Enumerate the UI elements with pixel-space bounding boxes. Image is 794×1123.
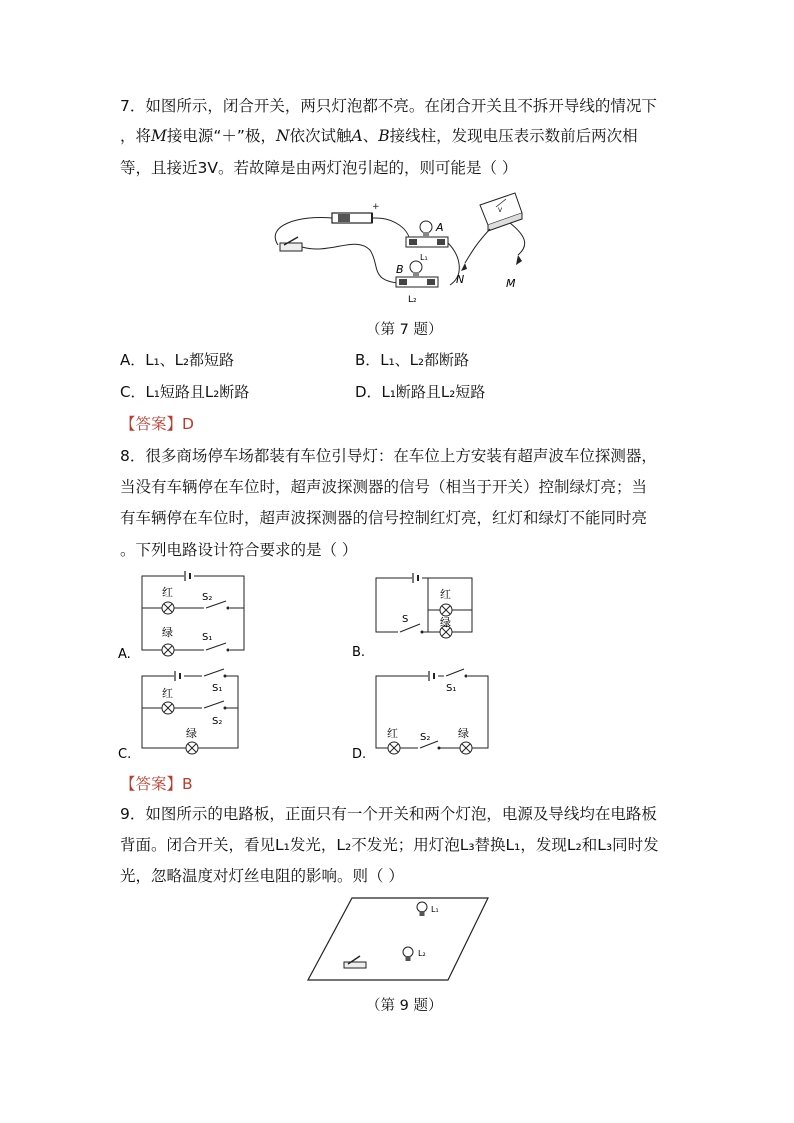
label-s2: S₂ (202, 592, 213, 603)
label-s2: S₂ (212, 716, 223, 727)
option-d-label: D. (352, 747, 367, 762)
label-green: 绿 (162, 626, 173, 639)
q7-circuit-figure (260, 185, 560, 310)
label-b: B (396, 263, 404, 276)
label-s: S (402, 614, 409, 625)
answer-tag: 【答案】 (120, 775, 183, 793)
voltmeter-label: V (498, 207, 503, 214)
label-s1: S₁ (446, 683, 457, 694)
label-l1: L₁ (431, 905, 439, 914)
label-l2: L₂ (408, 295, 417, 305)
label-s1: S₁ (212, 683, 223, 694)
label-green: 绿 (458, 727, 469, 740)
label-green: 绿 (186, 727, 197, 740)
q7-line-3: 等，且接近3V。若故障是由两灯泡引起的，则可能是（ ） (120, 159, 518, 177)
svg-text:+: + (372, 202, 380, 212)
probe-wire-n (465, 229, 490, 263)
label-s2: S₂ (420, 732, 431, 743)
label-red: 红 (387, 727, 398, 740)
option-c-label: C. (118, 747, 132, 762)
q7-answer (120, 414, 194, 434)
option-b-label: B. (352, 645, 366, 660)
circuit-board (308, 898, 488, 980)
wire (302, 244, 398, 283)
label-a: A (436, 221, 444, 234)
q9-line-3: 光，忽略温度对灯丝电阻的影响。则（ ） (120, 867, 404, 885)
circuit-c-diagram (118, 664, 258, 762)
q8-line-2: 当没有车辆停在车位时，超声波探测器的信号（相当于开关）控制绿灯亮；当 (120, 478, 648, 496)
q9-caption: （第 9 题） (366, 998, 443, 1014)
lamp-red-icon (440, 604, 452, 616)
q7-line-1: 7．如图所示，闭合开关，两只灯泡都不亮。在闭合开关且不拆开导线的情况下 (120, 97, 657, 115)
answer-value: B (182, 775, 193, 793)
q7-var-b: B (378, 127, 390, 145)
lamp-red-icon (162, 602, 174, 614)
q7-line-2 (120, 126, 638, 146)
q8-line-4: 。下列电路设计符合要求的是（ ） (120, 541, 358, 559)
label-l1: L₁ (420, 253, 428, 262)
q7-var-a: A (351, 127, 363, 145)
probe-wire-m (510, 223, 525, 255)
q7-option-b: B．L₁、L₂都断路 (355, 351, 470, 369)
option-a-label: A. (118, 647, 131, 662)
circuit-b-diagram (352, 570, 492, 662)
label-n: N (456, 273, 465, 286)
q7-var-m: M (151, 127, 167, 145)
label-s1: S₁ (202, 632, 213, 643)
lamp-green-icon (460, 742, 472, 754)
probe-n-icon (461, 263, 467, 271)
q8-line-1: 8．很多商场停车场都装有车位引导灯：在车位上方安装有超声波车位探测器， (120, 447, 657, 465)
q9-line-1: 9．如图所示的电路板，正面只有一个开关和两个灯泡，电源及导线均在电路板 (120, 805, 657, 823)
q7-var-n: N (275, 127, 290, 145)
label-red: 红 (162, 586, 173, 599)
q7-option-a: A．L₁、L₂都短路 (120, 351, 235, 369)
wire (275, 217, 332, 245)
voltmeter-icon (480, 193, 522, 231)
q7-line-2-a: ，将 (120, 127, 152, 145)
lamp-red-icon (388, 742, 400, 754)
probe-m-icon (516, 255, 522, 265)
q9-line-2: 背面。闭合开关，看见L₁发光，L₂不发光；用灯泡L₃替换L₁，发现L₂和L₃同时发 (120, 836, 659, 854)
wire (372, 218, 410, 243)
switch-icon (280, 237, 302, 251)
circuit-d-diagram (352, 664, 502, 762)
q7-caption: （第 7 题） (366, 322, 443, 338)
answer-value: D (182, 415, 194, 433)
q7-option-c: C．L₁短路且L₂断路 (120, 383, 250, 401)
lamp-green-icon (162, 644, 174, 656)
lamp-green-icon (186, 742, 198, 754)
answer-tag: 【答案】 (120, 415, 183, 433)
label-red: 红 (162, 687, 173, 700)
q7-line-2-d: 接线柱，发现电压表示数前后两次相 (389, 127, 638, 145)
battery-icon (332, 202, 380, 223)
q9-board-figure (300, 894, 500, 986)
q7-line-2-b: 接电源“＋”极， (166, 127, 276, 145)
circuit-a-diagram (118, 570, 258, 662)
q7-option-d: D．L₁断路且L₂短路 (355, 383, 486, 401)
q8-line-3: 有车辆停在车位时，超声波探测器的信号控制红灯亮，红灯和绿灯不能同时亮 (120, 509, 648, 527)
label-l2: L₂ (418, 949, 426, 958)
label-m: M (506, 277, 516, 290)
q7-line-2-c: 依次试触 (289, 127, 352, 145)
lamp-red-icon (162, 702, 174, 714)
q8-answer (120, 774, 193, 794)
q7-line-2-sep: 、 (362, 127, 379, 145)
label-red: 红 (440, 588, 451, 601)
label-green: 绿 (440, 616, 451, 629)
